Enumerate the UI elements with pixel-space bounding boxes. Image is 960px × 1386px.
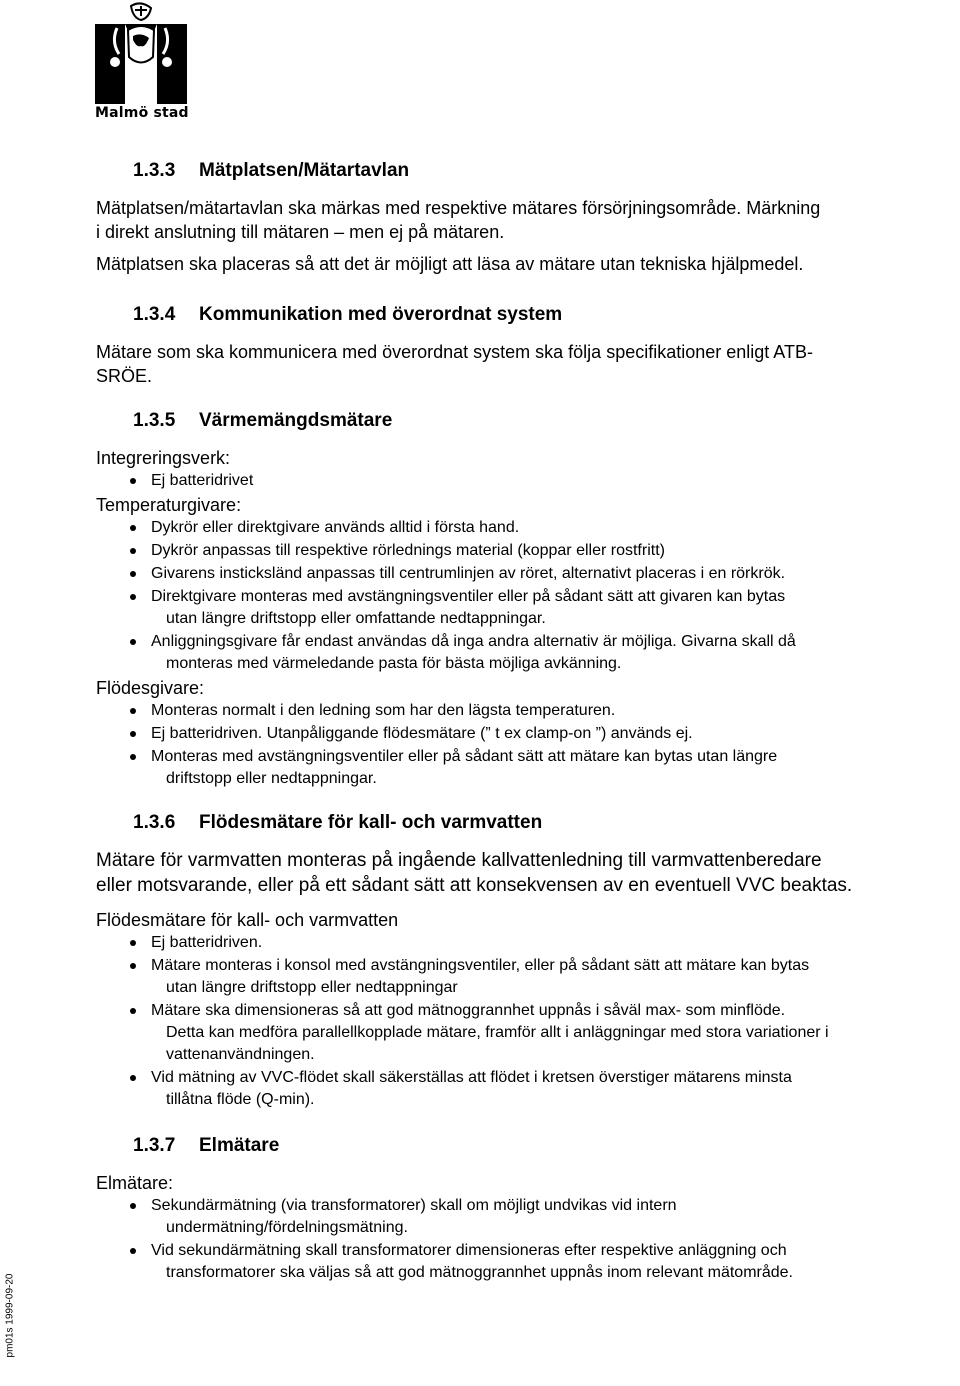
paragraph: Mätare för varmvatten monteras på ingående kallvattenledning till varmvattenberedare [96, 850, 822, 871]
list-item [151, 700, 956, 722]
list-item-text: Anliggningsgivare får endast användas då inga andra alternativ är möjliga. Givarna skall då [151, 633, 796, 650]
section-title: Mätplatsen/Mätartavlan [199, 160, 410, 181]
list-item-text: Givarens insticksländ anpassas till centrumlinjen av röret, alternativt placeras i en rörkrök. [151, 565, 786, 582]
list-item-continuation: transformatorer ska väljas så att god mätnoggrannhet uppnås inom relevant mätområde. [166, 1264, 793, 1281]
list-item [151, 540, 956, 562]
coat-of-arms-icon [95, 2, 187, 104]
section-heading [133, 408, 956, 434]
list-item [151, 563, 956, 585]
list-item-text: Ej batteridrivet [151, 472, 254, 489]
list-item [151, 1067, 956, 1111]
section-heading [133, 810, 956, 836]
section-number: 1.3.7 [133, 1135, 176, 1156]
section-1-3-6 [96, 810, 956, 1111]
section-number: 1.3.3 [133, 160, 176, 181]
group-label: Integreringsverk: [96, 448, 231, 468]
section-number: 1.3.5 [133, 410, 176, 431]
list-item [151, 746, 956, 790]
side-footer-text: pm01s 1999-09-20 [4, 1273, 16, 1358]
list-item-text: Ej batteridriven. [151, 934, 263, 951]
list-item-text: Monteras med avstängningsventiler eller på sådant sätt att mätare kan bytas utan längre [151, 748, 778, 765]
paragraph: i direkt anslutning till mätaren – men ej på mätaren. [96, 222, 505, 242]
list-item-text: Direktgivare monteras med avstängningsventiler eller på sådant sätt att givaren kan bytas [151, 588, 786, 605]
section-1-3-7 [96, 1133, 956, 1284]
list-item-text: Dykrör anpassas till respektive rörlednings material (koppar eller rostfritt) [151, 542, 665, 559]
list-item [151, 955, 956, 999]
list-item [151, 631, 956, 675]
list-item [151, 932, 956, 954]
paragraph: Mätare som ska kommunicera med överordnat system ska följa specifikationer enligt ATB- [96, 342, 813, 362]
list-item-text: Ej batteridriven. Utanpåliggande flödesmätare (” t ex clamp-on ”) används ej. [151, 725, 693, 742]
paragraph: SRÖE. [96, 366, 153, 386]
section-heading [133, 1133, 956, 1159]
list-item [151, 517, 956, 539]
paragraph: Mätplatsen ska placeras så att det är möjligt att läsa av mätare utan tekniska hjälpmedel. [96, 254, 804, 274]
paragraph: eller motsvarande, eller på ett sådant sätt att konsekvensen av en eventuell VVC beaktas. [96, 875, 853, 896]
list-item [151, 1195, 956, 1239]
section-number: 1.3.4 [133, 304, 176, 325]
list-item-text: Vid mätning av VVC-flödet skall säkerställas att flödet i kretsen överstiger mätarens minsta [151, 1069, 792, 1086]
malmo-logo [95, 2, 190, 121]
list-item-continuation: utan längre driftstopp eller nedtappningar [166, 979, 458, 996]
group-label: Temperaturgivare: [96, 495, 242, 515]
list-item-text: Mätare monteras i konsol med avstängningsventiler, eller på sådant sätt att mätare kan bytas [151, 957, 810, 974]
list-item-text: Monteras normalt i den ledning som har den lägsta temperaturen. [151, 702, 616, 719]
list-item-text: Vid sekundärmätning skall transformatorer dimensioneras efter respektive anläggning och [151, 1242, 787, 1259]
list-item [151, 586, 956, 630]
list-item-continuation: driftstopp eller nedtappningar. [166, 770, 377, 787]
logo-text: Malmö stad [95, 105, 189, 121]
section-title: Värmemängdsmätare [199, 410, 393, 431]
list-item-continuation: undermätning/fördelningsmätning. [166, 1219, 408, 1236]
bullet-list [96, 517, 956, 675]
section-title: Elmätare [199, 1135, 280, 1156]
section-title: Kommunikation med överordnat system [199, 304, 563, 325]
list-item-text: Mätare ska dimensioneras så att god mätnoggrannhet uppnås i såväl max- som minflöde. [151, 1002, 786, 1019]
section-title: Flödesmätare för kall- och varmvatten [199, 812, 543, 833]
list-item-continuation: monteras med värmeledande pasta för bästa möjliga avkänning. [166, 655, 622, 672]
bullet-list [96, 932, 956, 1111]
section-number: 1.3.6 [133, 812, 176, 833]
bullet-list [96, 700, 956, 790]
bullet-list [96, 1195, 956, 1284]
list-item-continuation: tillåtna flöde (Q-min). [166, 1091, 315, 1108]
group-label: Elmätare: [96, 1173, 174, 1193]
list-item-text: Sekundärmätning (via transformatorer) skall om möjligt undvikas vid intern [151, 1197, 677, 1214]
paragraph: Mätplatsen/mätartavlan ska märkas med respektive mätares försörjningsområde. Märkning [96, 198, 821, 218]
list-item [151, 723, 956, 745]
section-heading [133, 158, 956, 184]
section-1-3-4 [96, 302, 956, 388]
list-item [151, 470, 956, 492]
list-item [151, 1240, 956, 1284]
section-1-3-5 [96, 408, 956, 790]
list-item-continuation: Detta kan medföra parallellkopplade mätare, framför allt i anläggningar med stora variationer i vattenanvändningen. [166, 1024, 829, 1063]
list-item-text: Dykrör eller direktgivare används alltid i första hand. [151, 519, 520, 536]
list-item-continuation: utan längre driftstopp eller omfattande nedtappningar. [166, 610, 546, 627]
document-body [96, 158, 956, 1285]
group-label: Flödesgivare: [96, 678, 205, 698]
section-1-3-3 [96, 158, 956, 276]
bullet-list [96, 470, 956, 492]
group-label: Flödesmätare för kall- och varmvatten [96, 910, 399, 930]
section-heading [133, 302, 956, 328]
list-item [151, 1000, 956, 1066]
